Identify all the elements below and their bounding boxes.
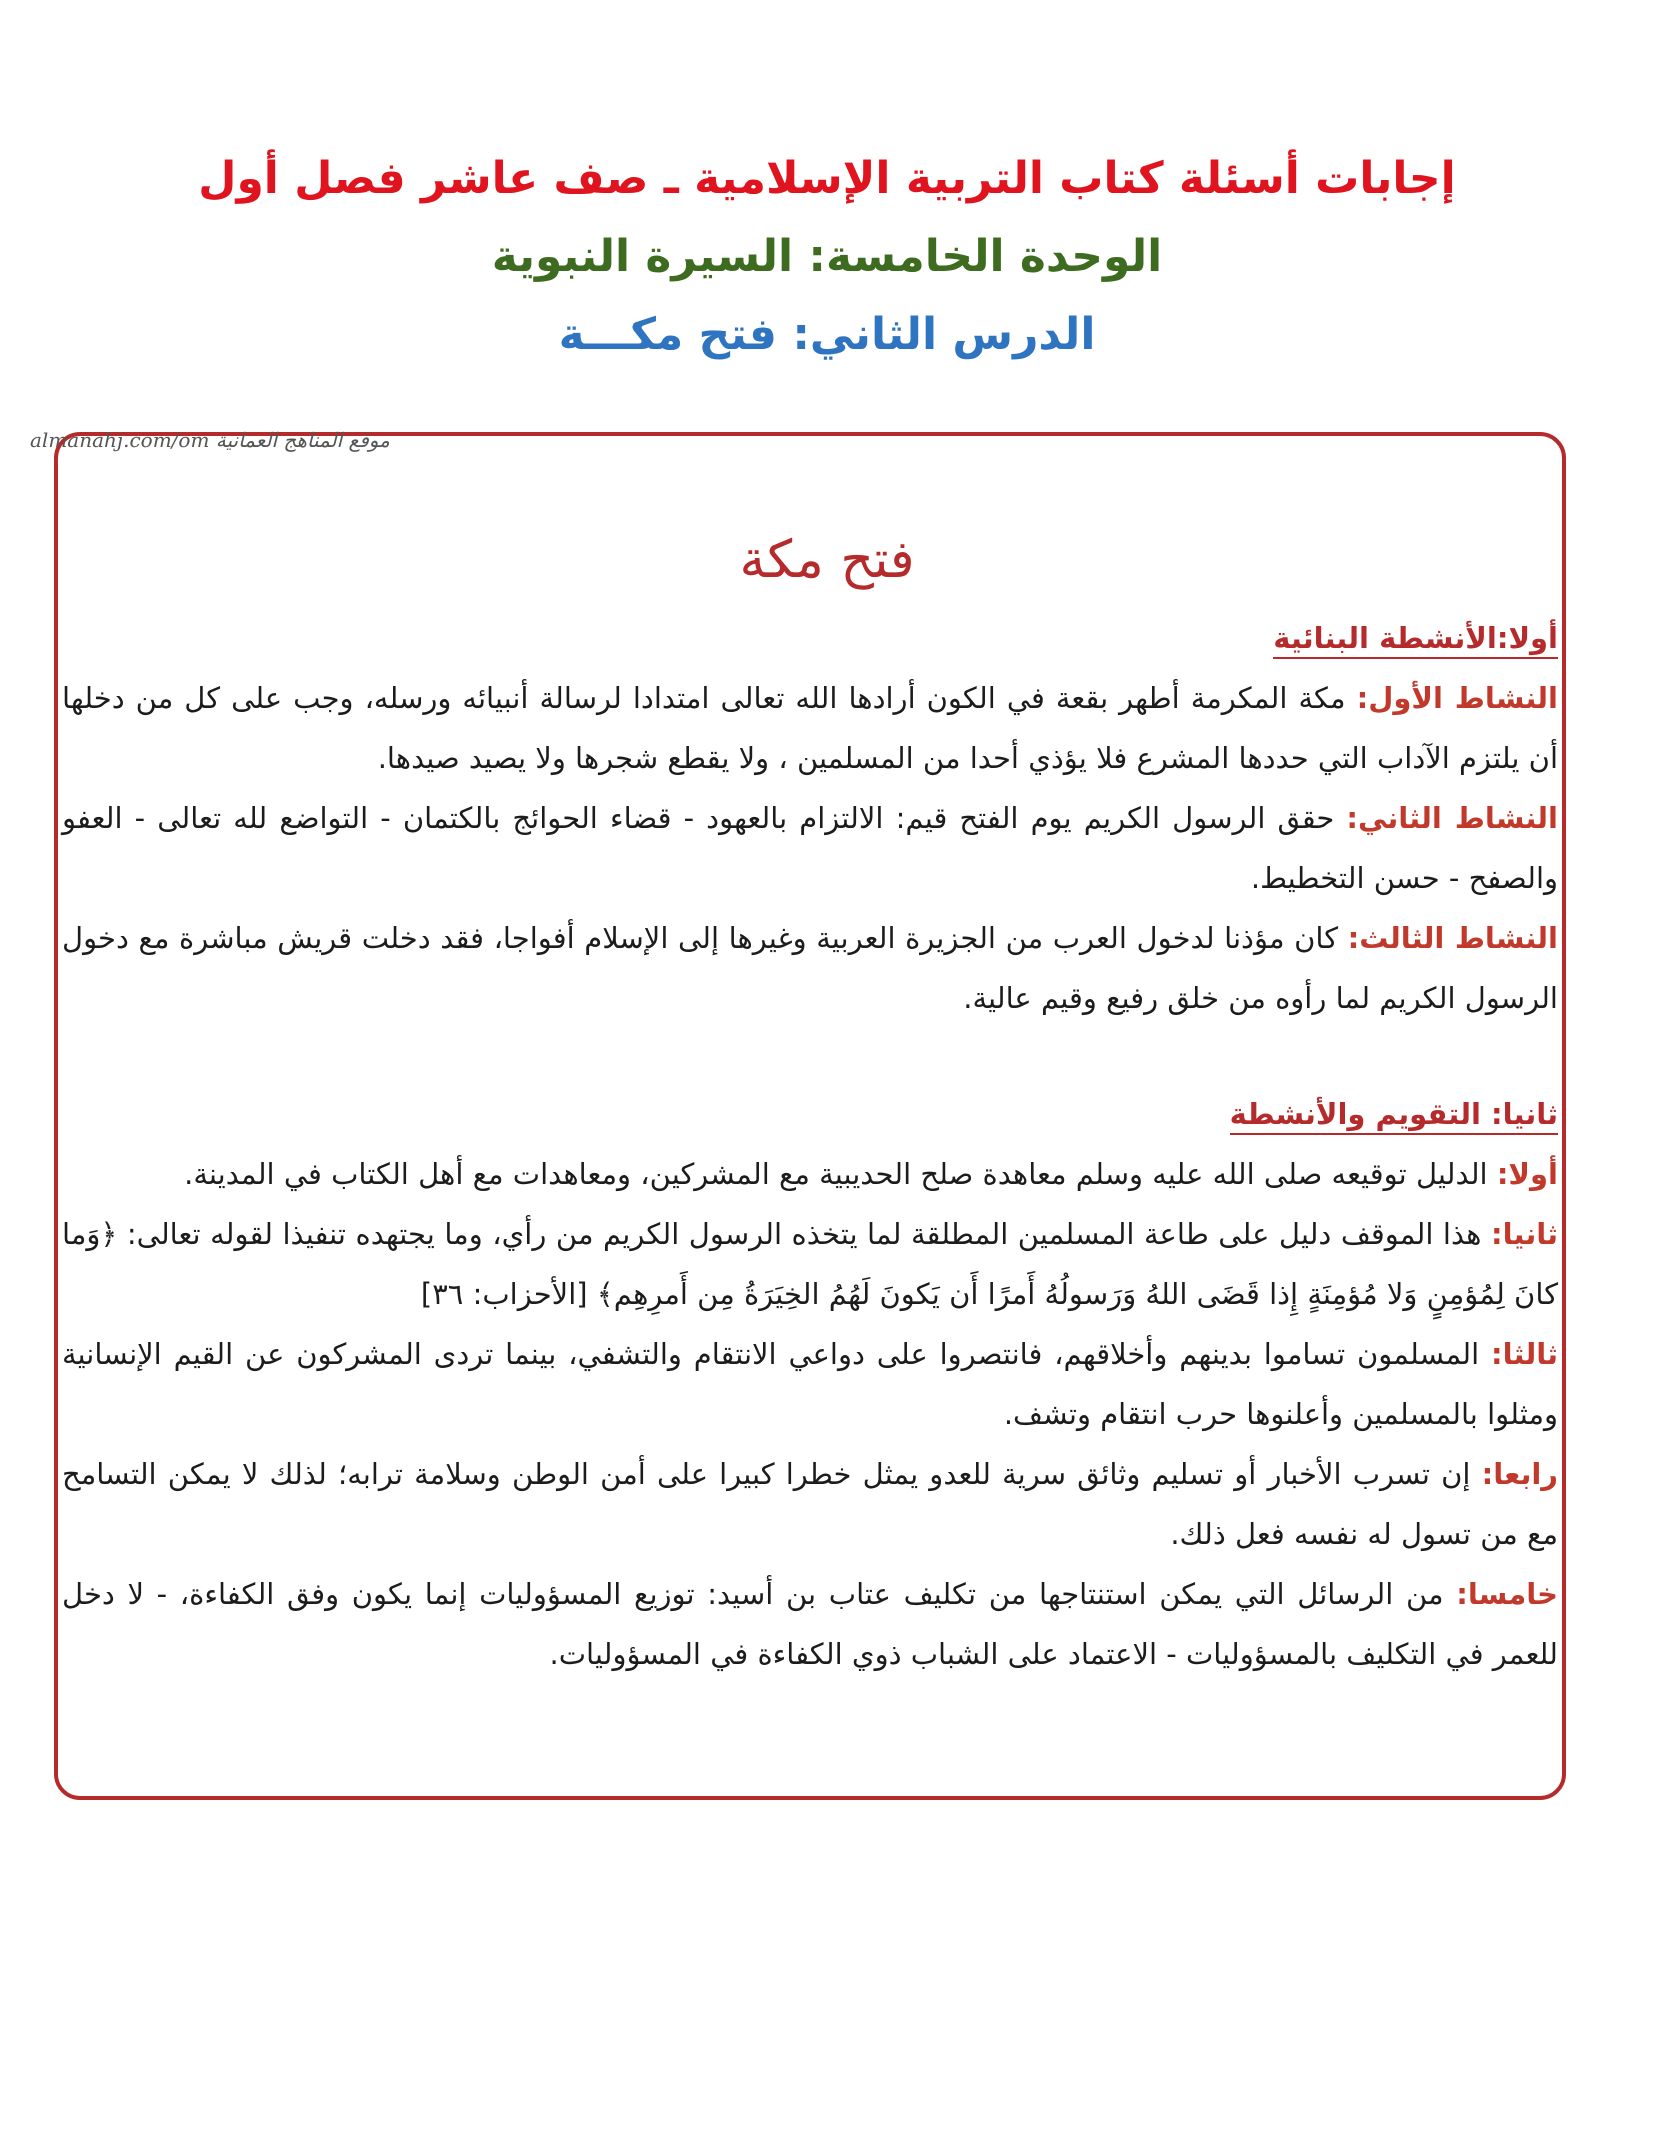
evaluation-item [62, 1144, 1558, 1204]
item-text: هذا الموقف دليل على طاعة المسلمين المطلقة لما يتخذه الرسول الكريم من رأي، وما يجتهده تنفيذا لقوله تعالى: ﴿وَما كانَ لِمُؤمِنٍ وَلا مُؤمِنَةٍ إِذا قَضَى اللهُ وَرَسولُهُ أَمرًا أَن يَكونَ لَهُمُ الخِيَرَةُ مِن أَمرِهِم﴾ [الأحزاب: ٣٦] [62, 1217, 1558, 1311]
evaluation-item [62, 1564, 1558, 1684]
item-label: ثالثا: [1491, 1337, 1558, 1371]
document-title: إجابات أسئلة كتاب التربية الإسلامية ـ صف عاشر فصل أول [198, 153, 1456, 204]
section-heading-activities: أولا:الأنشطة البنائية [62, 608, 1558, 668]
item-text: المسلمون تساموا بدينهم وأخلاقهم، فانتصروا على دواعي الانتقام والتشفي، بينما تردى المشركون عن القيم الإنسانية ومثلوا بالمسلمين وأعلنوها حرب انتقام وتشف. [62, 1337, 1558, 1431]
activity-item [62, 668, 1558, 788]
activity-item [62, 908, 1558, 1028]
unit-title: الوحدة الخامسة: السيرة النبوية [491, 231, 1163, 282]
item-label: خامسا: [1456, 1577, 1558, 1611]
document-header [0, 140, 1654, 374]
item-text: الدليل توقيعه صلى الله عليه وسلم معاهدة صلح الحديبية مع المشركين، ومعاهدات مع أهل الكتاب في المدينة. [184, 1157, 1497, 1191]
site-watermark: almanahj.com/om موقع المناهج العمانية [30, 428, 390, 452]
frame-title: فتح مكة [739, 530, 915, 590]
evaluation-item [62, 1324, 1558, 1444]
content-body [62, 608, 1558, 1684]
item-text: مكة المكرمة أطهر بقعة في الكون أرادها الله تعالى امتدادا لرسالة أنبيائه ورسله، وجب على كل من دخلها أن يلتزم الآداب التي حددها المشرع فلا يؤذي أحدا من المسلمين ، ولا يقطع شجرها ولا يصيد صيدها. [62, 681, 1558, 775]
item-label: رابعا: [1481, 1457, 1558, 1491]
lesson-title: الدرس الثاني: فتح مكـــة [558, 309, 1096, 360]
item-text: كان مؤذنا لدخول العرب من الجزيرة العربية وغيرها إلى الإسلام أفواجا، فقد دخلت قريش مباشرة مع دخول الرسول الكريم لما رأوه من خلق رفيع وقيم عالية. [62, 921, 1558, 1015]
evaluation-item [62, 1444, 1558, 1564]
item-label: أولا: [1496, 1157, 1558, 1191]
item-text: إن تسرب الأخبار أو تسليم وثائق سرية للعدو يمثل خطرا كبيرا على أمن الوطن وسلامة ترابه؛ لذلك لا يمكن التسامح مع من تسول له نفسه فعل ذلك. [62, 1457, 1558, 1551]
evaluation-item [62, 1204, 1558, 1324]
item-label: النشاط الثالث: [1347, 921, 1558, 955]
item-text: حقق الرسول الكريم يوم الفتح قيم: الالتزام بالعهود - قضاء الحوائج بالكتمان - التواضع لله تعالى - العفو والصفح - حسن التخطيط. [62, 801, 1558, 895]
item-text: من الرسائل التي يمكن استنتاجها من تكليف عتاب بن أسيد: توزيع المسؤوليات إنما يكون وفق الكفاءة، - لا دخل للعمر في التكليف بالمسؤوليات - الاعتماد على الشباب ذوي الكفاءة في المسؤوليات. [62, 1577, 1558, 1671]
activity-item [62, 788, 1558, 908]
section-heading-evaluation: ثانيا: التقويم والأنشطة [62, 1084, 1558, 1144]
item-label: النشاط الأول: [1356, 681, 1558, 715]
item-label: النشاط الثاني: [1346, 801, 1558, 835]
section-spacer [62, 1028, 1558, 1084]
item-label: ثانيا: [1491, 1217, 1558, 1251]
